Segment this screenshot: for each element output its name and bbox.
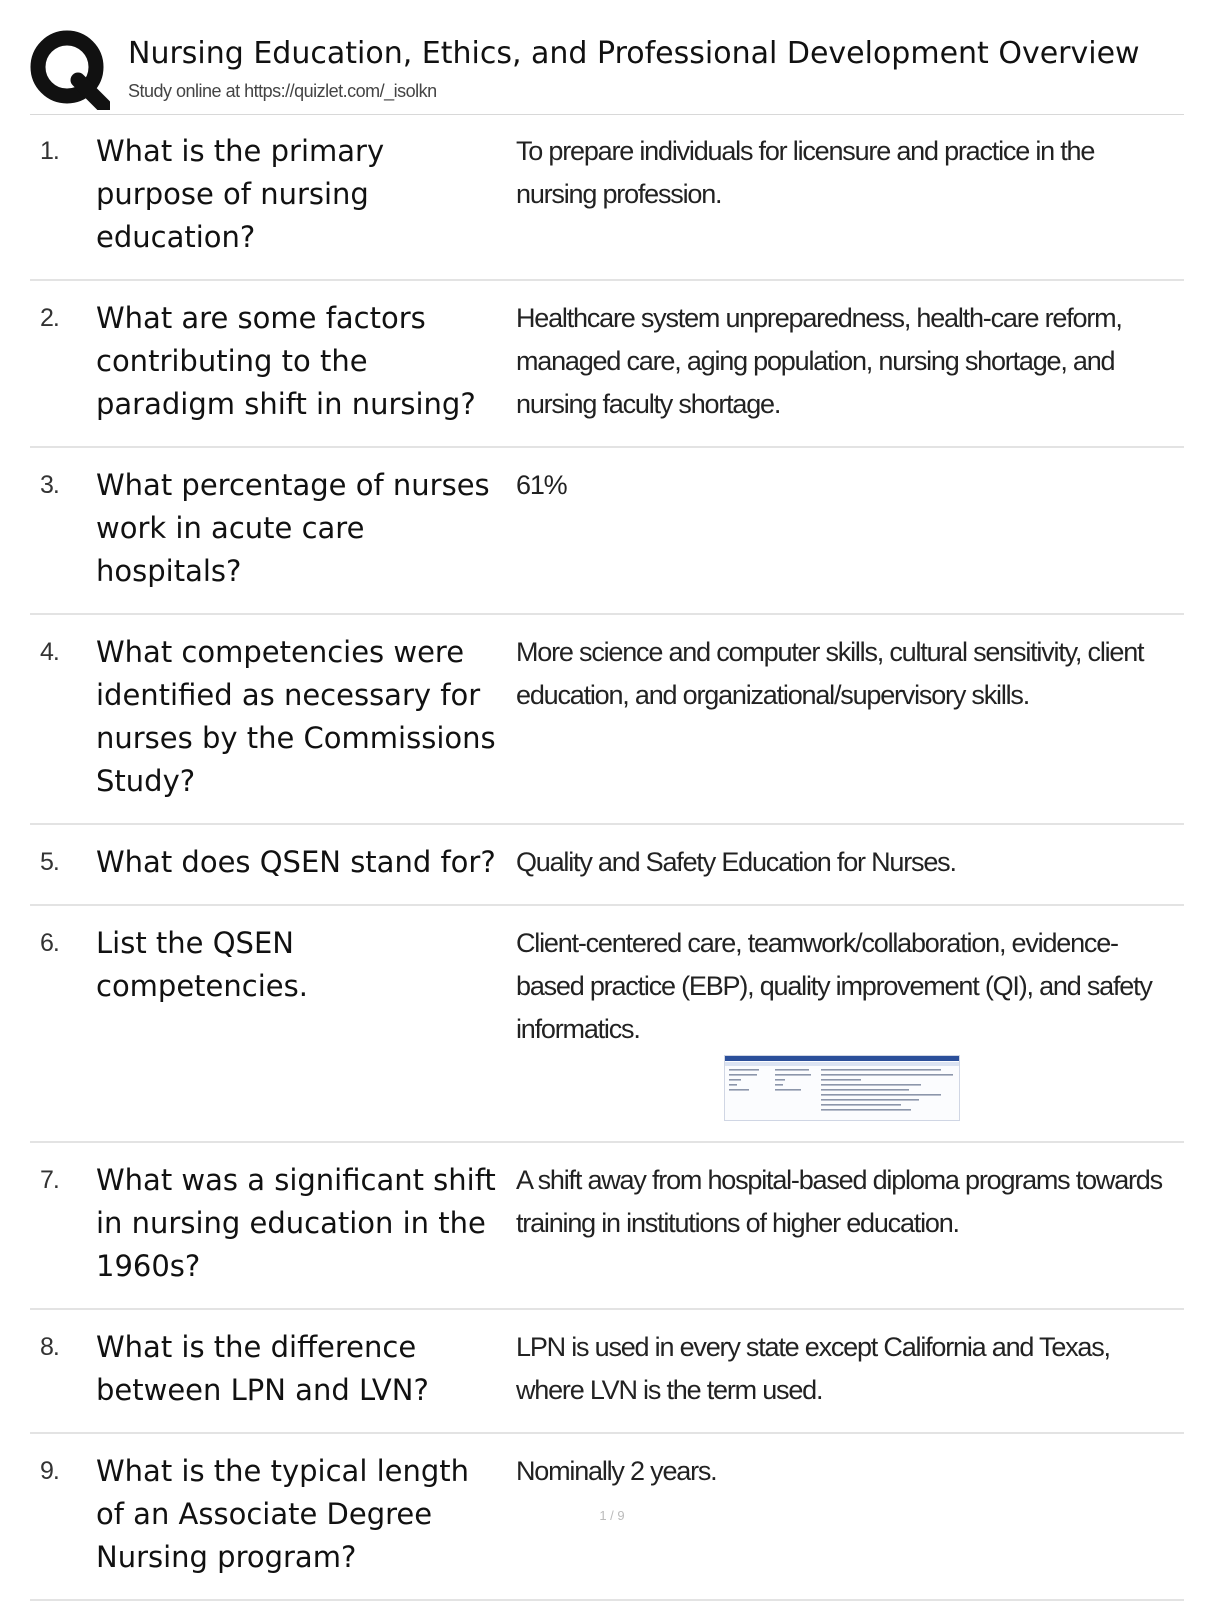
- card-number: 5.: [40, 848, 59, 876]
- card-definition: Client-centered care, teamwork/collaboration, evidence-based practice (EBP), quality improvement (QI), and safety informatics.: [516, 928, 1152, 1044]
- card-definition: Quality and Safety Education for Nurses.: [516, 847, 956, 877]
- flashcard-row: [30, 114, 1184, 281]
- flashcard-row: [30, 1310, 1184, 1434]
- card-term: What competencies were identified as necessary for nurses by the Commissions Study?: [96, 635, 496, 798]
- card-term: What is the primary purpose of nursing education?: [96, 134, 385, 254]
- flashcard-list: [30, 114, 1184, 1601]
- card-definition: LPN is used in every state except California and Texas, where LVN is the term used.: [516, 1332, 1110, 1405]
- card-definition: 61%: [516, 470, 567, 500]
- card-definition: Nominally 2 years.: [516, 1456, 717, 1486]
- card-term: What was a significant shift in nursing education in the 1960s?: [96, 1163, 496, 1283]
- flashcard-row: [30, 615, 1184, 825]
- flashcard-row: [30, 825, 1184, 906]
- flashcard-row: [30, 906, 1184, 1143]
- card-number: 7.: [40, 1166, 59, 1194]
- card-definition: More science and computer skills, cultural sensitivity, client education, and organizational/supervisory skills.: [516, 637, 1144, 710]
- study-online-link[interactable]: Study online at https://quizlet.com/_isolkn: [128, 81, 437, 101]
- competency-table-thumbnail-icon: [725, 1056, 959, 1120]
- quizlet-q-logo-icon: [30, 30, 110, 110]
- card-term: What is the typical length of an Associate Degree Nursing program?: [96, 1454, 470, 1574]
- card-definition: To prepare individuals for licensure and practice in the nursing profession.: [516, 136, 1095, 209]
- page-header: [30, 26, 1184, 115]
- page-number: 1 / 9: [599, 1508, 625, 1523]
- flashcard-row: [30, 281, 1184, 448]
- card-number: 2.: [40, 304, 59, 332]
- card-number: 1.: [40, 137, 59, 165]
- card-term: What percentage of nurses work in acute care hospitals?: [96, 468, 490, 588]
- card-number: 4.: [40, 638, 59, 666]
- page-title: Nursing Education, Ethics, and Professional Development Overview: [128, 36, 1140, 71]
- card-term: What is the difference between LPN and LVN?: [96, 1330, 429, 1407]
- card-definition-block: [516, 922, 1184, 1121]
- card-number: 9.: [40, 1457, 59, 1485]
- card-term: What are some factors contributing to the paradigm shift in nursing?: [96, 301, 476, 421]
- card-number: 3.: [40, 471, 59, 499]
- card-definition: Healthcare system unpreparedness, health-care reform, managed care, aging population, nursing shortage, and nursing faculty shortage.: [516, 303, 1122, 419]
- flashcard-row: [30, 448, 1184, 615]
- card-number: 8.: [40, 1333, 59, 1361]
- card-definition: A shift away from hospital-based diploma programs towards training in institutions of higher education.: [516, 1165, 1162, 1238]
- card-number: 6.: [40, 929, 59, 957]
- competency-table-image: [724, 1055, 960, 1121]
- flashcard-row: [30, 1143, 1184, 1310]
- card-term: What does QSEN stand for?: [96, 845, 496, 879]
- card-term: List the QSEN competencies.: [96, 926, 308, 1003]
